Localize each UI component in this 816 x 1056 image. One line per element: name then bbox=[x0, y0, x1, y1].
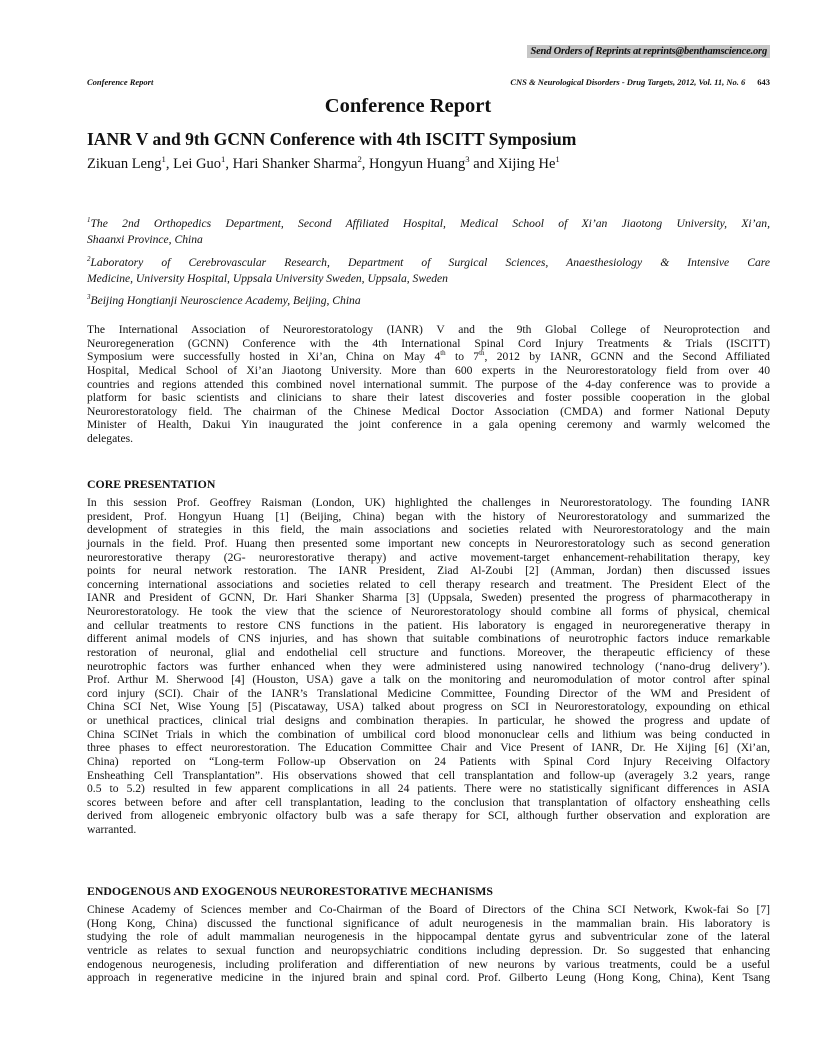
text-line: or unethical practices, clinical trial designs and combination therapies. In particular, he showed the progress and update of bbox=[87, 714, 770, 727]
mechanisms-paragraph bbox=[87, 903, 770, 985]
text-line: Neurorestoratology. He took the view that the science of Neurorestoratology should combine all forms of physical, chemical bbox=[87, 605, 770, 618]
author-separator: , bbox=[361, 156, 370, 172]
author-name: Hongyun Huang bbox=[369, 156, 466, 172]
text-segment: Symposium were successfully hosted in Xi’an, China on May 4 bbox=[87, 350, 441, 364]
author-separator: , bbox=[165, 156, 174, 172]
text-line: delegates. bbox=[87, 432, 134, 445]
text-line: three phases to effect neurorestoration. The Education Committee Chair and Vice Present of IANR, Dr. He Xijing [6] (Xi’an, bbox=[87, 741, 770, 755]
text-segment: to 7 bbox=[445, 350, 480, 364]
author-name: Xijing He bbox=[497, 156, 556, 172]
text-line: warranted. bbox=[87, 823, 137, 836]
affiliation-text: The 2nd Orthopedics Department, Second Affiliated Hospital, Medical School of Xi’an Jiaotong University, Xi’an, bbox=[90, 217, 770, 230]
superscript: th bbox=[440, 349, 446, 358]
text-line bbox=[87, 255, 770, 271]
text-line: platform for basic scientists and clinicians to share their latest discoveries and foster possible cooperation in the global bbox=[87, 391, 770, 405]
superscript: th bbox=[479, 349, 485, 358]
text-line: president, Prof. Hongyun Huang [1] (Beijing, China) began with the history of Neurorestoratology and summarized the bbox=[87, 509, 770, 523]
text-line: Ensheathing Cell Transplantation”. His observations showed that cell transplantation and follow-up (averagely 3.2 years, range bbox=[87, 768, 770, 782]
text-line: restoration of neuronal, glial and endothelial cell structure and functions. Moreover, the therapeutic efficiency of these bbox=[87, 645, 770, 659]
text-line: development of strategies in this field, the main associations and societies related with Neurorestoratology and the main bbox=[87, 523, 770, 537]
text-segment: , 2012 by IANR, GCNN and the Second Affiliated bbox=[484, 350, 770, 364]
page-number: 643 bbox=[757, 77, 770, 87]
affiliation-number: 2 bbox=[87, 255, 91, 264]
intro-paragraph bbox=[87, 323, 770, 446]
text-line: approach in regenerative medicine in the injured brain and spinal cord. Prof. Gilberto Leung (Hong Kong, China), Kent Tsang bbox=[87, 971, 770, 985]
author-separator: , bbox=[225, 156, 233, 172]
text-line bbox=[87, 271, 770, 287]
affiliation-marker: 2 bbox=[357, 154, 362, 165]
author-name: Lei Guo bbox=[173, 156, 222, 172]
text-line: Neuroregeneration (GCNN) Conference with the 4th International Spinal Cord Injury Treatments & Trials (ISCITT) bbox=[87, 336, 770, 350]
core-presentation-paragraph bbox=[87, 496, 770, 837]
affiliation-number: 1 bbox=[87, 216, 91, 225]
text-line: Chinese Academy of Sciences member and Co-Chairman of the Board of Directors of the China SCI Network, Kwok-fai So [7] bbox=[87, 903, 770, 916]
affiliation-marker: 1 bbox=[555, 154, 560, 165]
text-line: neurorestorative therapy (2G- neurorestorative therapy) and active movement-target enhancement-rehabilitation therapy, key bbox=[87, 550, 770, 564]
text-line: and cellular treatments to restore CNS functions in the patient. His laboratory is engaged in neuroregenerative therapy in bbox=[87, 618, 770, 632]
text-line: IANR and President of GCNN, Dr. Hari Shanker Sharma [3] (Uppsala, Sweden) presented the progress of pharmacotherapy in bbox=[87, 591, 770, 605]
text-line: concerning international associations and societies related to cell therapy research and treatment. The President Elect of the bbox=[87, 577, 770, 591]
text-line: journals in the field. Prof. Huang then presented some important new concepts in Neurorestoratology such as second generation bbox=[87, 536, 770, 550]
affiliation-text: Beijing Hongtianji Neuroscience Academy, Beijing, China bbox=[90, 294, 361, 307]
document-type-heading: Conference Report bbox=[324, 95, 492, 117]
running-header-section: Conference Report bbox=[87, 77, 154, 87]
text-line: countries and regions attended this combined novel international summit. The purpose of the 4-day conference was to provide a bbox=[87, 377, 770, 391]
author-name: Zikuan Leng bbox=[87, 156, 162, 172]
section-heading-mechanisms: ENDOGENOUS AND EXOGENOUS NEURORESTORATIVE MECHANISMS bbox=[87, 884, 493, 898]
article-title: IANR V and 9th GCNN Conference with 4th ISCITT Symposium bbox=[87, 129, 577, 149]
affiliation-marker: 3 bbox=[465, 154, 470, 165]
affiliation-3 bbox=[87, 293, 770, 309]
text-line: In this session Prof. Geoffrey Raisman (London, UK) highlighted the challenges in Neurorestoratology. The founding IANR bbox=[87, 496, 770, 509]
text-line: derived from allogeneic embryonic olfactory bulb was a safe therapy for SCI, although further observation and exploration are bbox=[87, 809, 770, 823]
text-line bbox=[87, 216, 770, 232]
author-separator: and bbox=[469, 156, 498, 172]
text-line: Prof. Arthur M. Sherwood [4] (Houston, USA) gave a talk on the monitoring and neuromodulation of motor control after spinal bbox=[87, 673, 770, 687]
text-line bbox=[87, 293, 770, 309]
text-line: 0.5 to 5.2) resulted in few apparent complications in all 24 patients. There were no statistically significant differences in ASIA bbox=[87, 782, 770, 796]
author-name: Hari Shanker Sharma bbox=[232, 156, 358, 172]
section-heading-core-presentation: CORE PRESENTATION bbox=[87, 477, 216, 491]
reprint-notice: Send Orders of Reprints at reprints@benthamscience.org bbox=[527, 45, 770, 58]
affiliation-text: Laboratory of Cerebrovascular Research, Department of Surgical Sciences, Anaesthesiology & Intensive Care bbox=[90, 256, 770, 269]
affiliation-2 bbox=[87, 255, 770, 287]
text-line: Neurorestoratology field. The chairman of the Chinese Medical Doctor Association (CMDA) and former National Deputy bbox=[87, 404, 770, 418]
affiliation-text: Medicine, University Hospital, Uppsala University Sweden, Uppsala, Sweden bbox=[87, 272, 448, 285]
text-line: Hospital, Medical School of Xi’an Jiaotong University. More than 600 experts in the Neurorestoratology field from over 40 bbox=[87, 363, 770, 377]
text-line: (Hong Kong, China) discussed the functional significance of adult neurogenesis in the mammalian brain. His laboratory is bbox=[87, 916, 770, 930]
running-header-journal bbox=[510, 77, 770, 87]
affiliation-marker: 1 bbox=[161, 154, 166, 165]
affiliation-1 bbox=[87, 216, 770, 248]
author-list bbox=[87, 156, 560, 173]
text-line: neurotrophic factors was further enhanced when they were administered using nanowired technology (‘nano-drug delivery’). bbox=[87, 659, 770, 673]
text-line: China SCI Net, Wise Young [5] (Piscataway, USA) talked about progress on SCI in Neurorestoratology, expounding on ethical bbox=[87, 700, 770, 714]
affiliation-number: 3 bbox=[87, 293, 91, 302]
text-line: Minister of Health, Dakui Yin inaugurated the joint conference in a gala opening ceremony and warmly welcomed the bbox=[87, 418, 770, 432]
affiliation-marker: 1 bbox=[221, 154, 226, 165]
text-line: points for neural network restoration. The IANR President, Ziad Al-Zoubi [2] (Amman, Jordan) then discussed issues bbox=[87, 564, 770, 578]
journal-citation: CNS & Neurological Disorders - Drug Targets, 2012, Vol. 11, No. 6 bbox=[510, 77, 746, 87]
text-line: China SCINet Trials in which the combination of umbilical cord blood mononuclear cells and lithium was being conducted in bbox=[87, 727, 770, 741]
text-line bbox=[87, 232, 770, 248]
text-line: ventricle as relates to sexual function and neuropsychiatric conditions including depression. Dr. So suggested that enhancing bbox=[87, 943, 770, 957]
text-line: The International Association of Neurorestoratology (IANR) V and the 9th Global College of Neuroprotection and bbox=[87, 323, 770, 336]
text-line: scores between before and after cell transplantation, leading to the conclusion that transplantation of olfactory ensheathing cells bbox=[87, 795, 770, 809]
text-line bbox=[87, 350, 770, 364]
text-line: China) reported on “Long-term Follow-up Observation on 24 Patients with Spinal Cord Injury Receiving Olfactory bbox=[87, 754, 770, 768]
text-line: different animal models of CNS injuries, and has shown that suitable combinations of neurotrophic factors induce remarkable bbox=[87, 632, 770, 646]
affiliation-text: Shaanxi Province, China bbox=[87, 233, 203, 246]
text-line: endogenous neurogenesis, including proliferation and differentiation of new neurons by various treatments, could be a useful bbox=[87, 957, 770, 971]
text-line: studying the role of adult mammalian neurogenesis in the hippocampal dentate gyrus and subventricular zone of the lateral bbox=[87, 930, 770, 944]
text-line: cord injury (SCI). Chair of the IANR’s Translational Medicine Committee, Founding Director of the WM and President of bbox=[87, 686, 770, 700]
